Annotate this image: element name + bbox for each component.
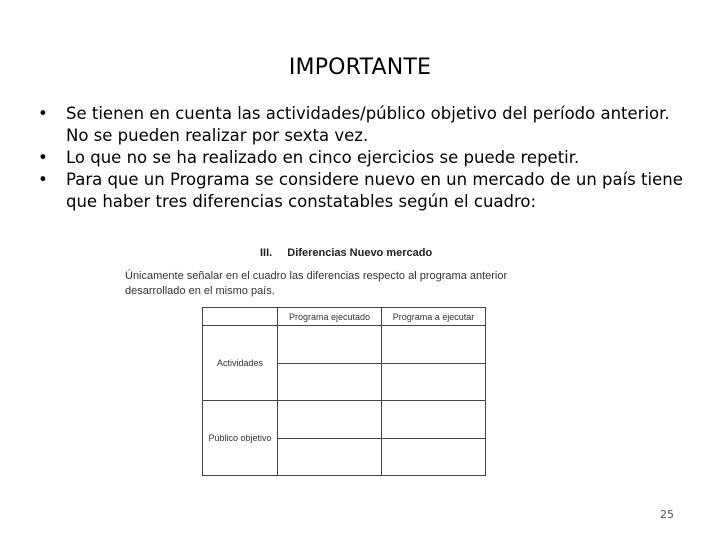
bullet-text: Para que un Programa se considere nuevo en un mercado de un país tiene que haber tres diferencias constatables según el cuadro: <box>66 170 683 211</box>
row-label-activities: Actividades <box>203 326 278 401</box>
differences-table <box>202 307 486 476</box>
table-cell <box>382 401 486 439</box>
table-header-row <box>203 308 486 326</box>
table-row <box>203 326 486 364</box>
column-header-executed: Programa ejecutado <box>278 308 382 326</box>
figure-heading <box>260 247 432 259</box>
figure-section-number: III. <box>260 247 273 259</box>
bullet-text: Se tienen en cuenta las actividades/público objetivo del período anterior. No se pueden realizar por sexta vez. <box>66 104 670 145</box>
table-cell <box>278 439 382 476</box>
table-cell <box>278 364 382 401</box>
table-cell <box>278 326 382 364</box>
bullet-icon: • <box>38 148 48 167</box>
figure-section-title: Diferencias Nuevo mercado <box>287 247 433 259</box>
row-label-target-audience: Público objetivo <box>203 401 278 476</box>
table-cell <box>382 326 486 364</box>
bullet-icon: • <box>38 170 48 189</box>
table-row <box>203 401 486 439</box>
bullet-item <box>38 147 688 169</box>
figure-description: Únicamente señalar en el cuadro las diferencias respecto al programa anterior desarrollado en el mismo país. <box>125 270 508 297</box>
column-header-to-execute: Programa a ejecutar <box>382 308 486 326</box>
bullet-item <box>38 169 688 213</box>
page-number: 25 <box>660 508 674 521</box>
table-cell <box>382 439 486 476</box>
table-cell <box>382 364 486 401</box>
table-cell <box>278 401 382 439</box>
embedded-form-figure <box>120 245 575 485</box>
bullet-list <box>38 103 688 213</box>
bullet-text: Lo que no se ha realizado en cinco ejercicios se puede repetir. <box>66 148 580 167</box>
bullet-item <box>38 103 688 147</box>
table-corner-cell <box>203 308 278 326</box>
slide-title: IMPORTANTE <box>288 55 432 80</box>
bullet-icon: • <box>38 104 48 123</box>
